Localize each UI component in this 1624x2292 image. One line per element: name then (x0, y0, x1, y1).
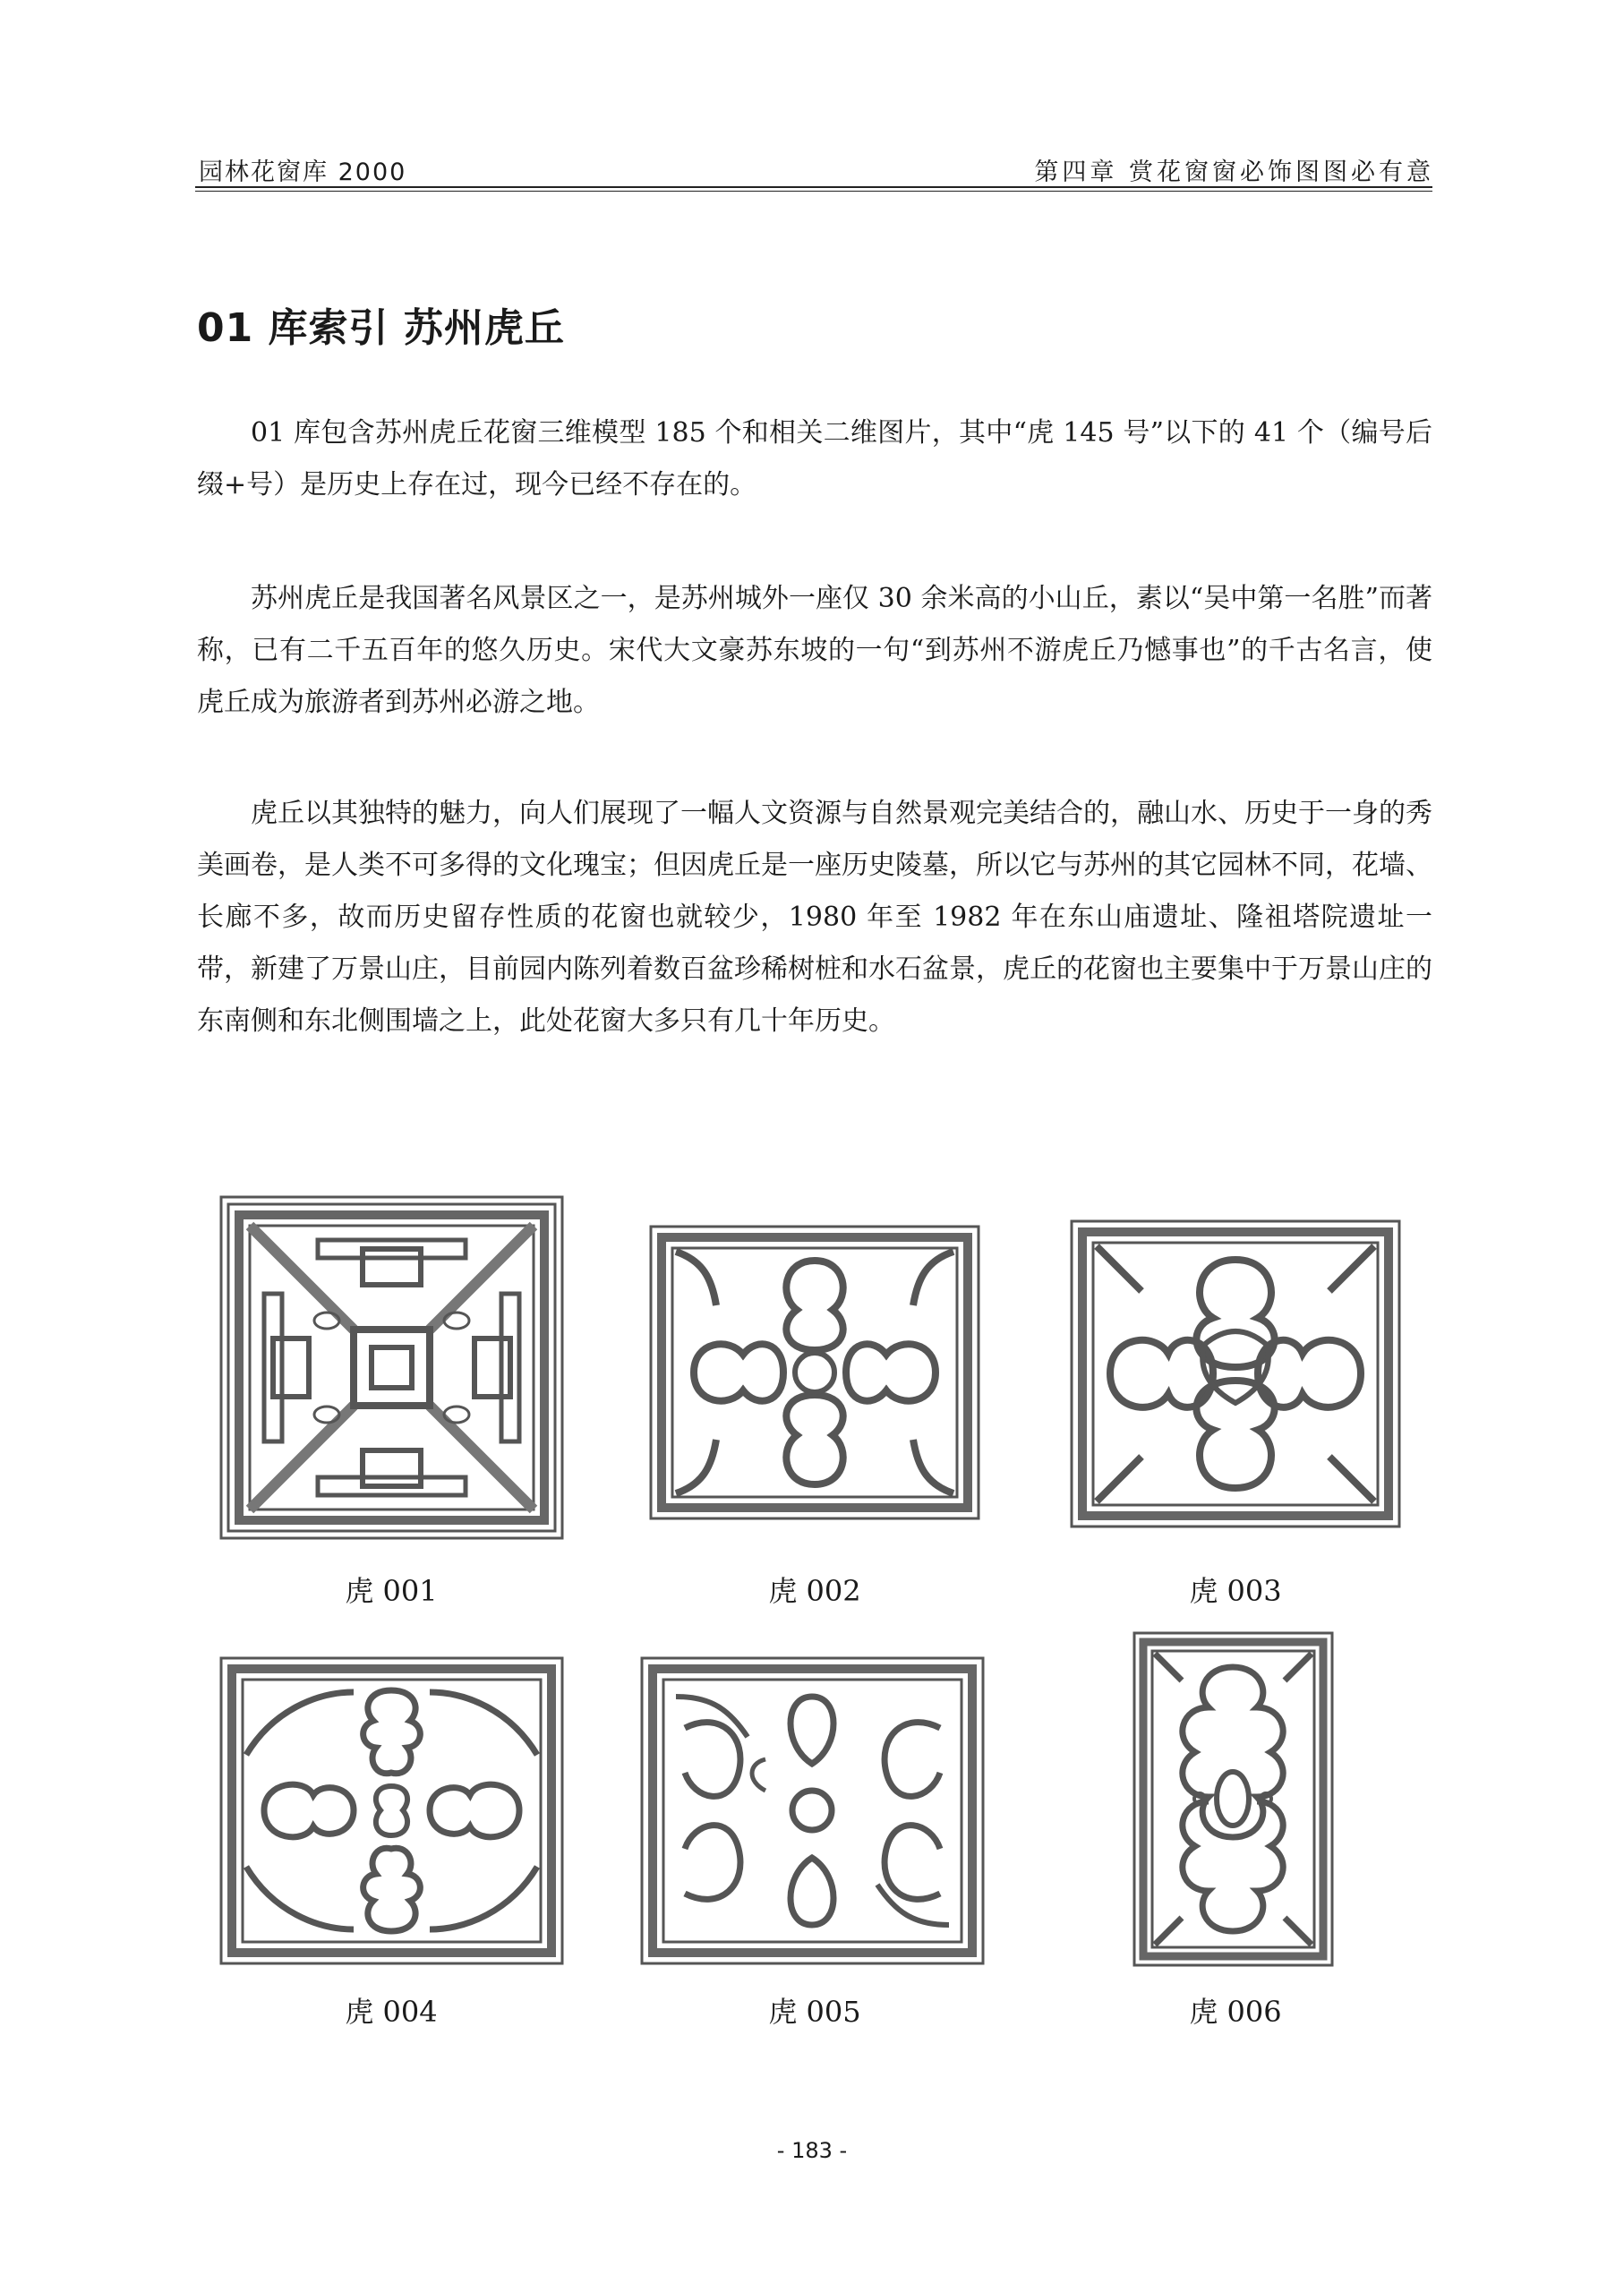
window-caption-006: 虎 006 (1189, 1995, 1282, 2029)
lattice-window-001-figure (219, 1195, 564, 1540)
header-rule-thin (195, 191, 1432, 192)
window-caption-003: 虎 003 (1189, 1574, 1282, 1608)
page-number: - 183 - (776, 2138, 848, 2163)
window-caption-005: 虎 005 (768, 1995, 861, 2029)
lattice-window-003-figure (1070, 1219, 1401, 1528)
window-caption-004: 虎 004 (345, 1995, 438, 2029)
paragraph-3: 虎丘以其独特的魅力，向人们展现了一幅人文资源与自然景观完美结合的，融山水、历史于一身的秀美画卷，是人类不可多得的文化瑰宝；但因虎丘是一座历史陵墓，所以它与苏州的其它园林不同，花墙、长廊不多，故而历史留存性质的花窗也就较少，1980 年至 1982 年在东山庙遗址、隆祖塔院遗址一带，新建了万景山庄，目前园内陈列着数百盆珍稀树桩和水石盆景，虎丘的花窗也主要集中于万景山庄的东南侧和东北侧围墙之上，此处花窗大多只有几十年历史。 (197, 798, 1432, 1037)
window-caption-001: 虎 001 (345, 1574, 438, 1608)
window-caption-002: 虎 002 (768, 1574, 861, 1608)
lattice-window-004-figure (219, 1656, 564, 1965)
running-header-right: 第四章 赏花窗窗必饰图图必有意 (1034, 158, 1434, 186)
paragraph-2: 苏州虎丘是我国著名风景区之一，是苏州城外一座仅 30 余米高的小山丘，素以“吴中第一名胜”而著称，已有二千五百年的悠久历史。宋代大文豪苏东坡的一句“到苏州不游虎丘乃憾事也”的千古名言，使虎丘成为旅游者到苏州必游之地。 (197, 583, 1432, 718)
lattice-window-006-figure (1133, 1631, 1334, 1967)
header-rule (195, 186, 1432, 188)
lattice-window-005-figure (640, 1656, 985, 1965)
lattice-window-002-figure (649, 1225, 980, 1520)
running-header-left: 园林花窗库 2000 (199, 158, 407, 186)
paragraph-1: 01 库包含苏州虎丘花窗三维模型 185 个和相关二维图片，其中“虎 145 号”以下的 41 个（编号后缀+号）是历史上存在过，现今已经不存在的。 (197, 417, 1432, 500)
section-title: 01 库索引 苏州虎丘 (197, 305, 565, 351)
